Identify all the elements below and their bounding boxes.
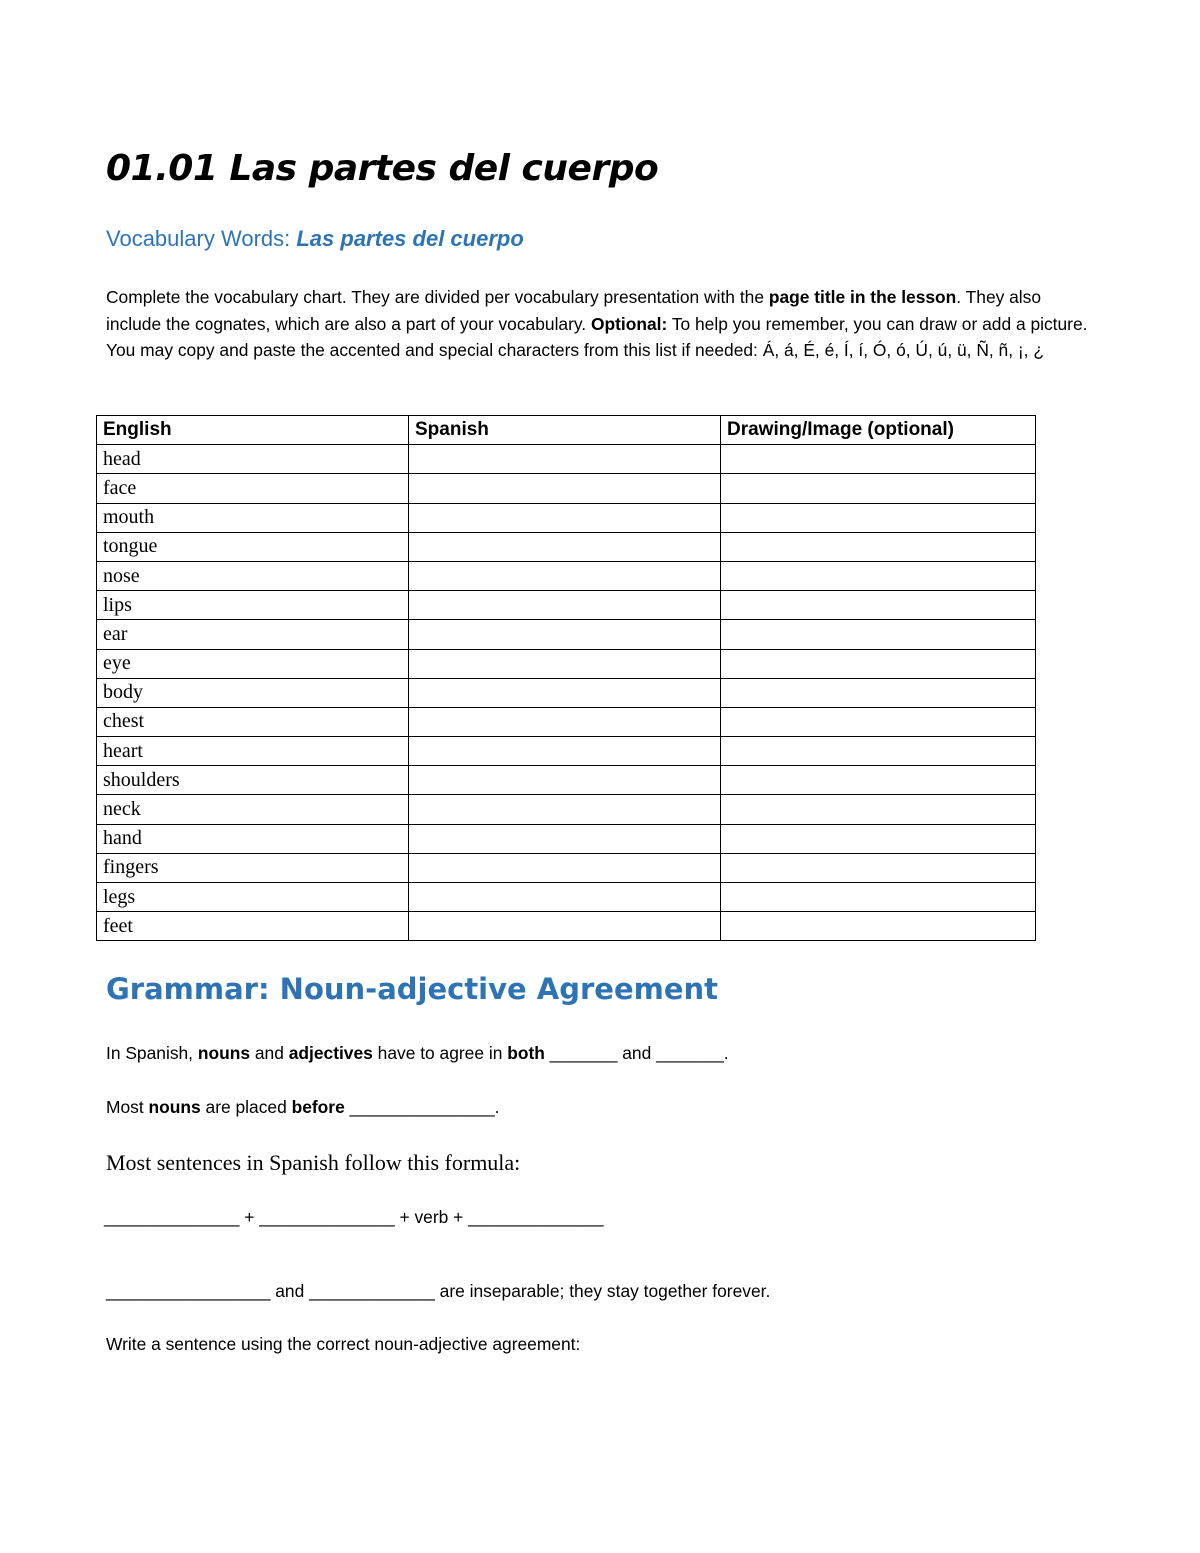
drawing-cell[interactable] [721,737,1036,766]
english-cell: chest [97,707,409,736]
intro-text-1: Complete the vocabulary chart. They are divided per vocabulary presentation with the [106,287,769,307]
spanish-cell[interactable] [409,561,721,590]
subtitle-prefix: Vocabulary Words: [106,226,297,251]
table-row [97,795,1036,824]
spanish-cell[interactable] [409,474,721,503]
table-row [97,766,1036,795]
drawing-cell[interactable] [721,912,1036,941]
vocabulary-subtitle [106,226,524,252]
line1-bold-adjectives: adjectives [288,1043,373,1063]
drawing-cell[interactable] [721,561,1036,590]
formula-intro: Most sentences in Spanish follow this formula: [106,1150,521,1175]
line2-text: Most [106,1097,149,1117]
spanish-cell[interactable] [409,649,721,678]
spanish-cell[interactable] [409,620,721,649]
subtitle-emphasis: Las partes del cuerpo [296,226,524,251]
line1-text: have to agree in [372,1043,508,1063]
drawing-cell[interactable] [721,620,1036,649]
header-drawing: Drawing/Image (optional) [721,416,1036,445]
spanish-cell[interactable] [409,737,721,766]
drawing-cell[interactable] [721,445,1036,474]
spanish-cell[interactable] [409,678,721,707]
drawing-cell[interactable] [721,474,1036,503]
agreement-sentence [106,1043,729,1064]
spanish-cell[interactable] [409,795,721,824]
table-row [97,707,1036,736]
english-cell: tongue [97,532,409,561]
formula-blanks: ______________ + ______________ + verb + ______________ [104,1207,604,1227]
english-cell: nose [97,561,409,590]
instructions-paragraph [106,284,1091,364]
intro-text-2: . They also include the cognates, which are also a part of your vocabulary. [106,287,1042,334]
english-cell: heart [97,737,409,766]
english-cell: feet [97,912,409,941]
spanish-cell[interactable] [409,532,721,561]
spanish-cell[interactable] [409,591,721,620]
line2-bold-nouns: nouns [148,1097,201,1117]
line2-text: are placed [200,1097,292,1117]
grammar-heading: Grammar: Noun-adjective Agreement [106,972,719,1006]
table-row [97,532,1036,561]
table-row [97,649,1036,678]
english-cell: lips [97,591,409,620]
drawing-cell[interactable] [721,883,1036,912]
english-cell: fingers [97,853,409,882]
english-cell: ear [97,620,409,649]
english-cell: shoulders [97,766,409,795]
table-row [97,474,1036,503]
english-cell: head [97,445,409,474]
header-english: English [97,416,409,445]
drawing-cell[interactable] [721,591,1036,620]
english-cell: hand [97,824,409,853]
sentence-prompt: Write a sentence using the correct noun-adjective agreement: [106,1334,581,1354]
placement-sentence [106,1097,500,1118]
drawing-cell[interactable] [721,649,1036,678]
english-cell: body [97,678,409,707]
spanish-cell[interactable] [409,912,721,941]
english-cell: legs [97,883,409,912]
drawing-cell[interactable] [721,795,1036,824]
drawing-cell[interactable] [721,824,1036,853]
table-row [97,591,1036,620]
vocabulary-table [96,415,1036,941]
line1-bold-nouns: nouns [197,1043,251,1063]
english-cell: mouth [97,503,409,532]
table-row [97,620,1036,649]
table-body [97,445,1036,941]
english-cell: face [97,474,409,503]
line1-text: and [250,1043,289,1063]
page-title: 01.01 Las partes del cuerpo [106,148,659,189]
intro-bold-2: Optional: [590,313,668,334]
header-spanish: Spanish [409,416,721,445]
spanish-cell[interactable] [409,853,721,882]
spanish-cell[interactable] [409,824,721,853]
line2-bold-before: before [291,1097,345,1117]
drawing-cell[interactable] [721,532,1036,561]
intro-text-3: To help you remember, you can draw or add a picture. You may copy and paste the accented and special characters from this list if needed: Á, á, É, é, Í, í, Ó, ó, Ú, ú, ü, Ñ, ñ, ¡, ¿ [106,313,1088,360]
spanish-cell[interactable] [409,503,721,532]
english-cell: neck [97,795,409,824]
drawing-cell[interactable] [721,707,1036,736]
table-row [97,445,1036,474]
table-row [97,912,1036,941]
drawing-cell[interactable] [721,766,1036,795]
table-row [97,503,1036,532]
line1-text: In Spanish, [106,1043,198,1063]
spanish-cell[interactable] [409,445,721,474]
line1-blanks: _______ and _______. [544,1043,729,1063]
drawing-cell[interactable] [721,503,1036,532]
english-cell: eye [97,649,409,678]
line2-blanks: _______________. [344,1097,500,1117]
inseparable-sentence: _________________ and _____________ are inseparable; they stay together forever. [106,1281,771,1301]
intro-bold-1: page title in the lesson [768,287,957,307]
spanish-cell[interactable] [409,883,721,912]
table-header-row [97,416,1036,445]
line1-bold-both: both [507,1043,545,1063]
drawing-cell[interactable] [721,853,1036,882]
spanish-cell[interactable] [409,707,721,736]
drawing-cell[interactable] [721,678,1036,707]
table-row [97,883,1036,912]
table-row [97,678,1036,707]
spanish-cell[interactable] [409,766,721,795]
table-row [97,853,1036,882]
table-row [97,737,1036,766]
table-row [97,561,1036,590]
table-row [97,824,1036,853]
